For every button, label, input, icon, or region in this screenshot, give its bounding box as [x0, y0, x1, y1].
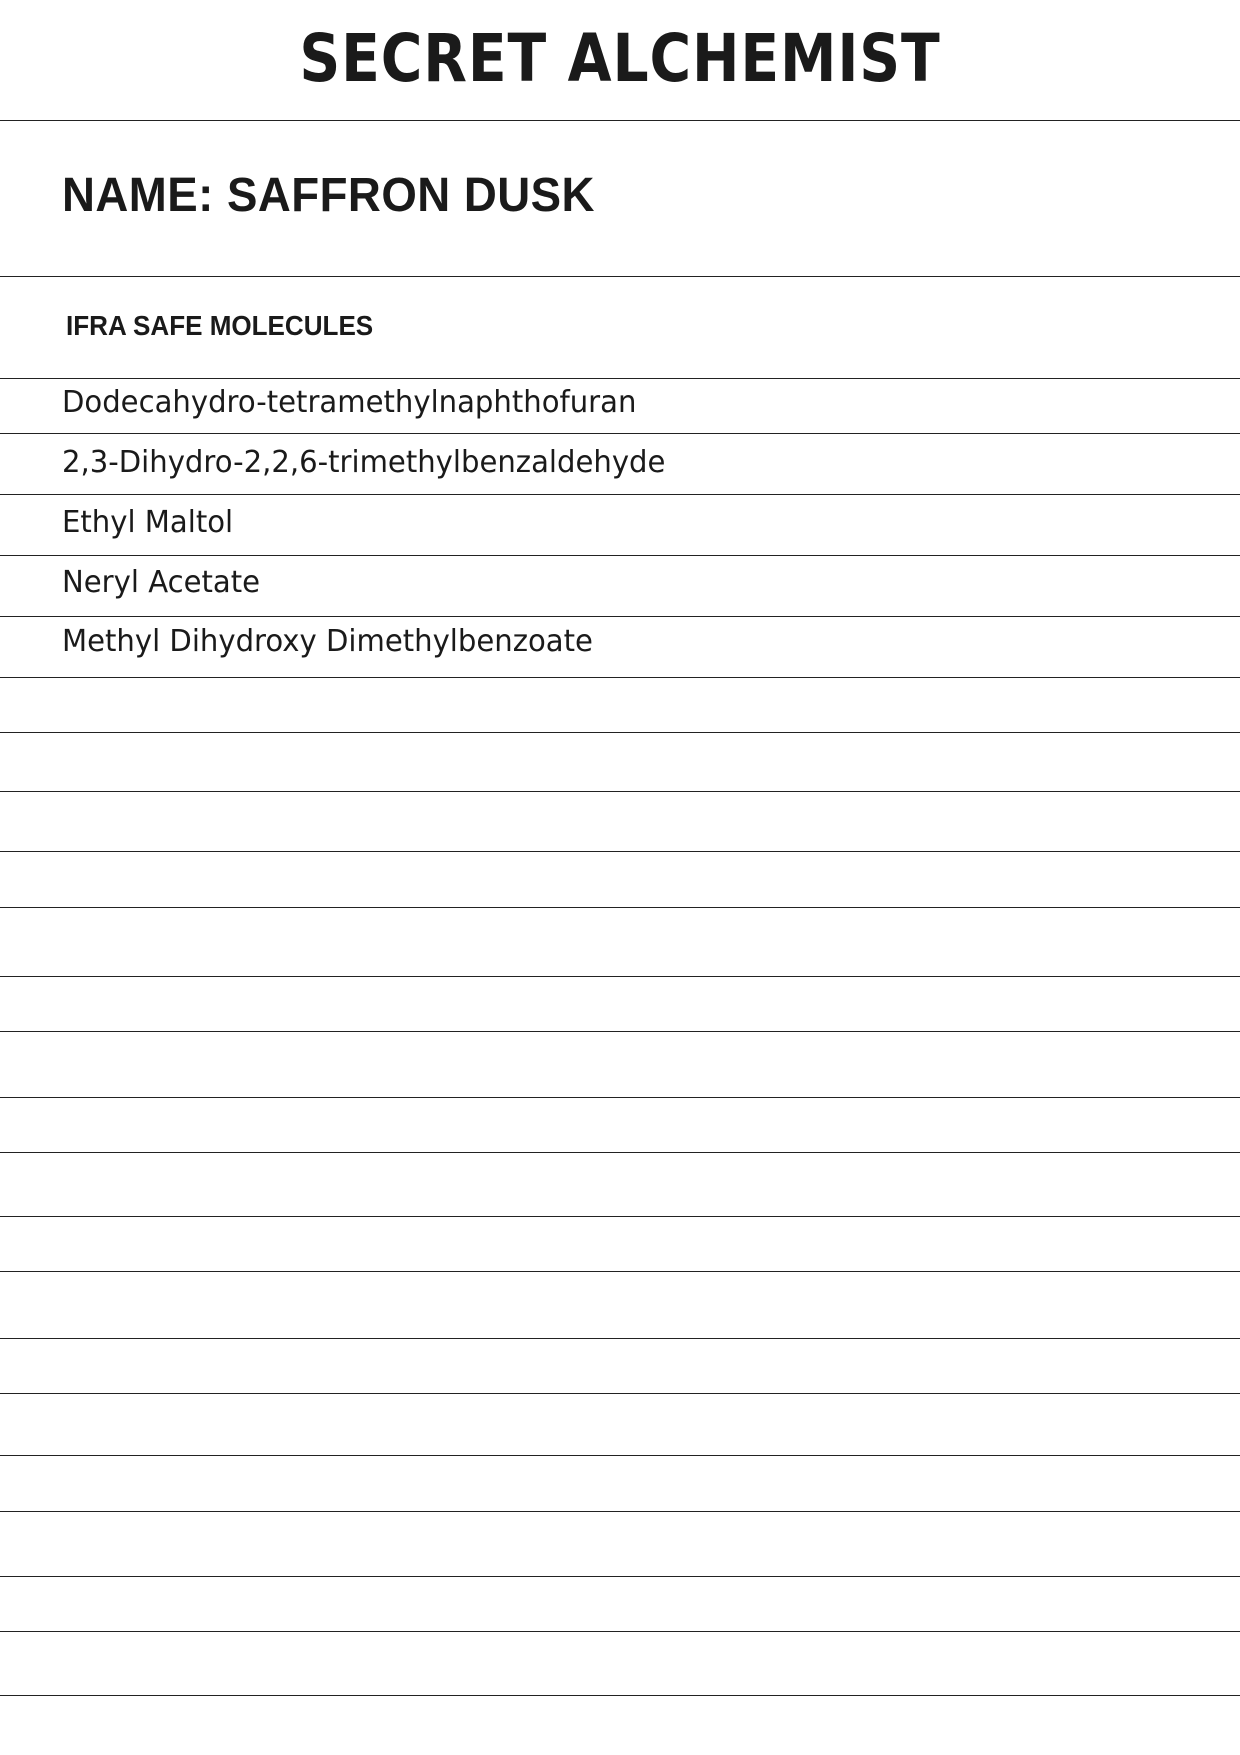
ruled-line	[0, 616, 1240, 617]
ruled-line	[0, 851, 1240, 852]
ruled-line	[0, 494, 1240, 495]
ruled-line	[0, 433, 1240, 434]
molecule-item: 2,3-Dihydro-2,2,6-trimethylbenzaldehyde	[62, 445, 666, 480]
ruled-line	[0, 1455, 1240, 1456]
ruled-line	[0, 1216, 1240, 1217]
divider-line	[0, 378, 1240, 379]
ruled-line	[0, 1393, 1240, 1394]
ruled-line	[0, 1631, 1240, 1632]
ruled-line	[0, 976, 1240, 977]
divider-line	[0, 120, 1240, 121]
molecule-item: Dodecahydro-tetramethylnaphthofuran	[62, 385, 637, 420]
brand-title: SECRET ALCHEMIST	[299, 20, 941, 97]
ruled-line	[0, 1695, 1240, 1696]
ruled-line	[0, 555, 1240, 556]
fragrance-name: NAME: SAFFRON DUSK	[62, 169, 595, 222]
ruled-line	[0, 732, 1240, 733]
ruled-line	[0, 1511, 1240, 1512]
ruled-line	[0, 907, 1240, 908]
molecule-item: Ethyl Maltol	[62, 505, 234, 540]
ruled-line	[0, 1271, 1240, 1272]
molecule-item: Methyl Dihydroxy Dimethylbenzoate	[62, 624, 593, 659]
ruled-line	[0, 1338, 1240, 1339]
ruled-line	[0, 1576, 1240, 1577]
ruled-line	[0, 1031, 1240, 1032]
ruled-line	[0, 1152, 1240, 1153]
ruled-line	[0, 1097, 1240, 1098]
molecule-item: Neryl Acetate	[62, 565, 261, 600]
ruled-line	[0, 791, 1240, 792]
section-heading: IFRA SAFE MOLECULES	[66, 310, 374, 341]
divider-line	[0, 276, 1240, 277]
ruled-line	[0, 677, 1240, 678]
